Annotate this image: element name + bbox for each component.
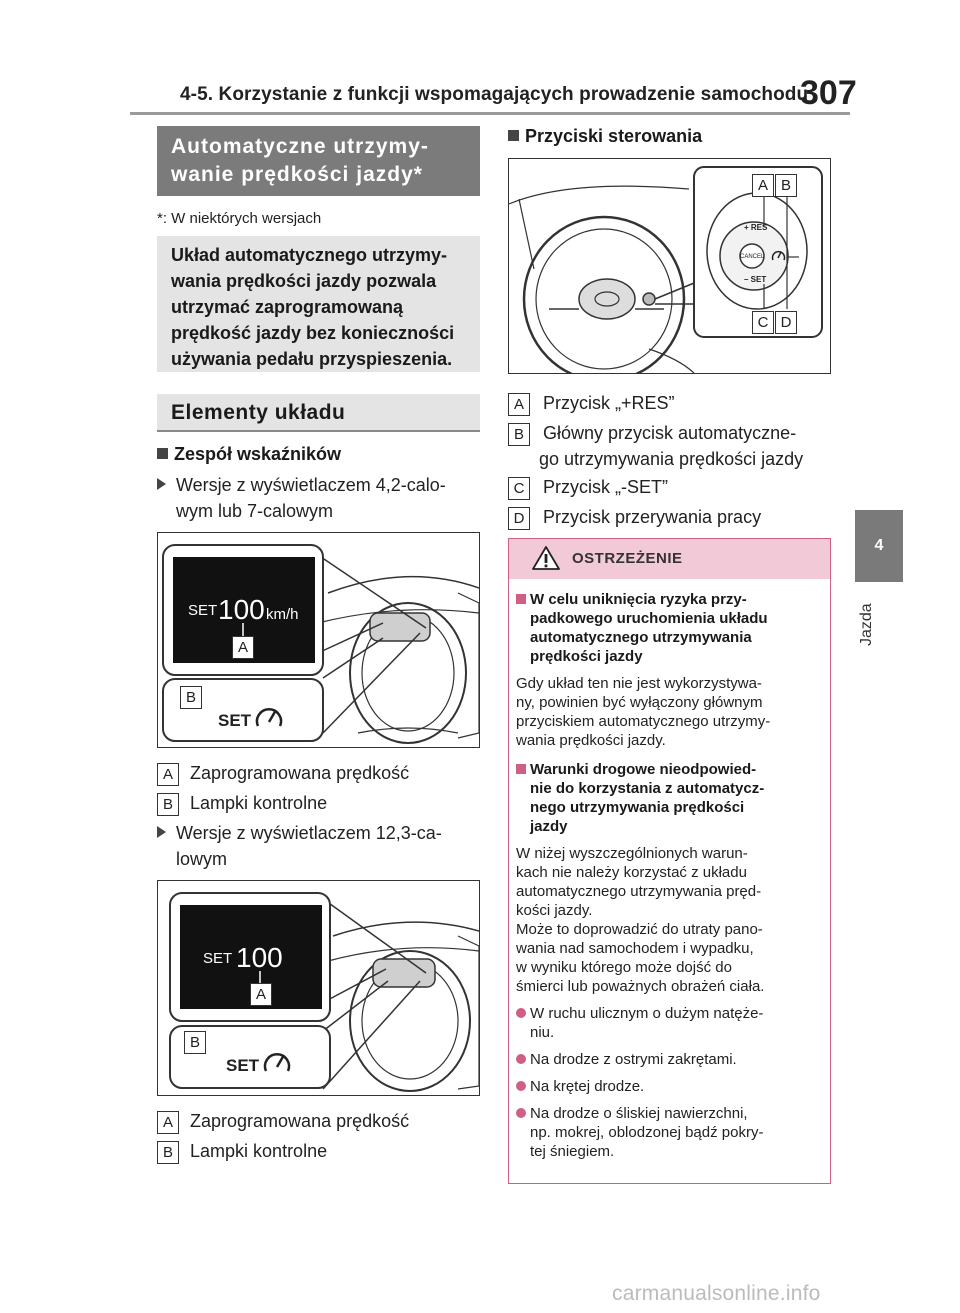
buttons-legend-c: [508, 474, 668, 500]
lamp-set-text: SET: [226, 1056, 260, 1075]
warning-line: kości jazdy.: [516, 902, 593, 919]
footnote: *: W niektórych wersjach: [157, 210, 322, 227]
buttons-legend-d: [508, 504, 761, 530]
intro-line: wania prędkości jazdy pozwala: [171, 271, 437, 291]
warning-bullet-line: np. mokrej, oblodzonej bądź pokry-: [530, 1124, 764, 1141]
legend-text: Lampki kontrolne: [190, 1141, 328, 1161]
callout-d: D: [775, 311, 797, 334]
warning-line: W niżej wyszczególnionych warun-: [516, 845, 748, 862]
section-title-components: Elementy układu: [157, 394, 480, 432]
intro-box: [157, 236, 480, 372]
variant2-text: [157, 820, 442, 872]
legend-text: Lampki kontrolne: [190, 793, 328, 813]
warning-line: wania nad samochodem i wypadku,: [516, 940, 754, 957]
warning-subheading: [516, 760, 824, 836]
callout-b: B: [180, 686, 202, 709]
legend-key: A: [157, 1111, 179, 1134]
arrow-bullet-icon: [157, 826, 166, 838]
square-bullet-icon: [157, 448, 168, 459]
warning-subheading-line: W celu uniknięcia ryzyka przy-: [530, 591, 747, 608]
display-set-text: SET: [188, 602, 218, 619]
legend-key: B: [157, 793, 179, 816]
figure-steering-switches: [508, 158, 831, 374]
warning-subheading-line: Warunki drogowe nieodpowied-: [530, 761, 757, 778]
warning-line: przyciskiem automatycznego utrzymy-: [516, 713, 771, 730]
warning-line: śmierci lub poważnych obrażeń ciała.: [516, 978, 765, 995]
buttons-legend-b: [508, 420, 803, 472]
warning-subheading-line: automatycznego utrzymywania: [530, 629, 752, 646]
legend-key: B: [508, 423, 530, 446]
dot-bullet-icon: [516, 1008, 526, 1018]
square-bullet-icon: [516, 764, 526, 774]
variant-line: lowym: [176, 849, 228, 869]
page-number: 307: [800, 74, 857, 112]
chapter-tab: 4: [855, 510, 903, 582]
subheading-text: Zespół wskaźników: [174, 444, 342, 464]
dot-bullet-icon: [516, 1081, 526, 1091]
square-bullet-icon: [516, 594, 526, 604]
warning-line: wania prędkości jazdy.: [516, 732, 666, 749]
warning-title: OSTRZEŻENIE: [572, 550, 683, 567]
legend-key: B: [157, 1141, 179, 1164]
legend-text: Główny przycisk automatyczne-: [543, 423, 797, 443]
callout-a: A: [250, 983, 272, 1006]
warning-bullet: [516, 1077, 824, 1096]
warning-bullet: [516, 1104, 824, 1161]
square-bullet-icon: [508, 130, 519, 141]
callout-b: B: [775, 174, 797, 197]
meter-illustration: [158, 881, 479, 1095]
header-rule: [130, 112, 850, 115]
warning-bullet: [516, 1050, 824, 1069]
warning-line: kach nie należy korzystać z układu: [516, 864, 747, 881]
buttons-legend-a: [508, 390, 675, 416]
warning-bullet-line: niu.: [530, 1024, 555, 1041]
legend-text: Przycisk przerywania pracy: [543, 507, 762, 527]
warning-line: Może to doprowadzić do utraty pano-: [516, 921, 763, 938]
legend1-item-b: [157, 790, 327, 816]
warning-subheading: [516, 590, 824, 666]
warning-bullet-line: Na drodze z ostrymi zakrętami.: [530, 1051, 737, 1068]
warning-line: automatycznego utrzymywania pręd-: [516, 883, 762, 900]
warning-content: [516, 590, 824, 1161]
variant-line: wym lub 7-calowym: [176, 501, 334, 521]
warning-bullet-line: tej śniegiem.: [530, 1143, 615, 1160]
running-header-title: 4-5. Korzystanie z funkcji wspomagających prowadzenie samochodu: [180, 84, 809, 105]
figure-meter-small: [157, 532, 480, 748]
warning-subheading-line: prędkości jazdy: [530, 648, 643, 665]
callout-b: B: [184, 1031, 206, 1054]
legend-text: Przycisk „+RES”: [543, 393, 675, 413]
variant1-text: [157, 472, 446, 524]
watermark-text: carmanualsonline.info: [612, 1282, 821, 1305]
legend2-item-b: [157, 1138, 327, 1164]
warning-subheading-line: padkowego uruchomienia układu: [530, 610, 768, 627]
callout-a: A: [232, 636, 254, 659]
set-label: – SET: [744, 275, 767, 284]
warning-paragraph: [516, 674, 824, 750]
subheading-indicators: [157, 444, 341, 465]
figure-meter-large: [157, 880, 480, 1096]
section-title-line: wanie prędkości jazdy*: [171, 163, 423, 186]
warning-paragraph: [516, 844, 824, 996]
warning-subheading-line: nie do korzystania z automatycz-: [530, 780, 765, 797]
warning-bullet-line: Na krętej drodze.: [530, 1078, 645, 1095]
warning-bullet-line: Na drodze o śliskiej nawierzchni,: [530, 1105, 748, 1122]
section-title-cruise-control: [157, 126, 480, 196]
subheading-buttons: [508, 126, 702, 147]
legend2-item-a: [157, 1108, 409, 1134]
display-speed-text: 100: [236, 942, 283, 973]
variant-line: Wersje z wyświetlaczem 12,3-ca-: [176, 823, 442, 843]
warning-line: Gdy układ ten nie jest wykorzystywa-: [516, 675, 762, 692]
dot-bullet-icon: [516, 1054, 526, 1064]
display-set-text: SET: [203, 950, 233, 967]
legend-text: Zaprogramowana prędkość: [190, 763, 410, 783]
callout-c: C: [752, 311, 774, 334]
warning-subheading-line: jazdy: [530, 818, 568, 835]
legend-text: Zaprogramowana prędkość: [190, 1111, 410, 1131]
lamp-set-text: SET: [218, 711, 252, 730]
subheading-text: Przyciski sterowania: [525, 126, 703, 146]
chapter-label: Jazda: [858, 603, 875, 647]
intro-line: utrzymać zaprogramowaną: [171, 297, 404, 317]
legend-key: A: [508, 393, 530, 416]
legend-text-line2: go utrzymywania prędkości jazdy: [539, 449, 804, 469]
intro-line: prędkość jazdy bez konieczności: [171, 323, 455, 343]
display-unit-text: km/h: [266, 606, 299, 623]
warning-bullet-line: W ruchu ulicznym o dużym natęże-: [530, 1005, 764, 1022]
legend-key: A: [157, 763, 179, 786]
legend-key: C: [508, 477, 530, 500]
callout-a: A: [752, 174, 774, 197]
intro-line: używania pedału przyspieszenia.: [171, 349, 453, 369]
dot-bullet-icon: [516, 1108, 526, 1118]
warning-triangle-icon: [532, 545, 560, 571]
warning-line: ny, powinien być wyłączony głównym: [516, 694, 763, 711]
legend1-item-a: [157, 760, 409, 786]
legend-key: D: [508, 507, 530, 530]
cancel-label: CANCEL: [740, 254, 765, 260]
display-speed-text: 100: [218, 594, 265, 625]
variant-line: Wersje z wyświetlaczem 4,2-calo-: [176, 475, 446, 495]
meter-illustration: [158, 533, 479, 747]
warning-line: w wyniku którego może dojść do: [516, 959, 732, 976]
arrow-bullet-icon: [157, 478, 166, 490]
warning-bullet: [516, 1004, 824, 1042]
intro-line: Układ automatycznego utrzymy-: [171, 245, 448, 265]
section-title-line: Automatyczne utrzymy-: [171, 135, 429, 158]
legend-text: Przycisk „-SET”: [543, 477, 669, 497]
warning-subheading-line: nego utrzymywania prędkości: [530, 799, 745, 816]
res-label: + RES: [744, 223, 768, 232]
